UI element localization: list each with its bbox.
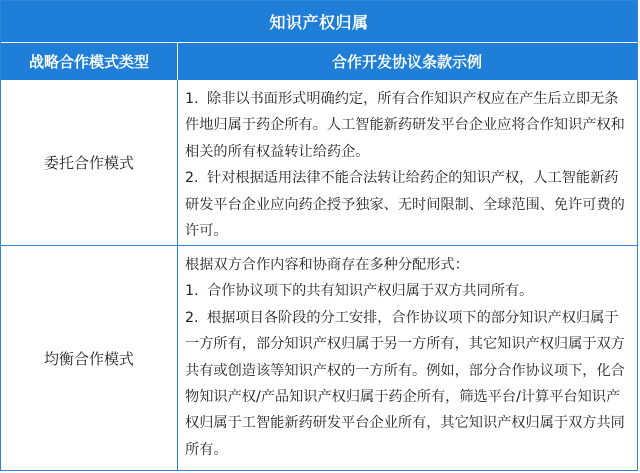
clause-list-item	[185, 86, 629, 165]
table-title: 知识产权归属	[1, 1, 637, 42]
clause-item-number: 1.	[185, 91, 199, 107]
clause-list-item	[185, 305, 629, 463]
header-clause-example: 合作开发协议条款示例	[331, 53, 482, 71]
clause-item-number: 2.	[185, 170, 199, 187]
row-type-label: 委托合作模式	[1, 80, 178, 245]
clause-item-text: 除非以书面形式明确约定，所有合作知识产权应在产生后立即无条件地归属于药企所有。人工智能新药研发平台企业应将合作知识产权和相关的所有权益转让给药企。	[185, 91, 625, 160]
clause-item-text: 针对根据适用法律不能合法转让给药企的知识产权，人工智能新药研发平台企业应向药企授予独家、无时间限制、全球范围、免许可费的许可。	[185, 170, 625, 240]
table-row	[1, 246, 637, 470]
clause-intro-text: 根据双方合作内容和协商存在多种分配形式：	[185, 257, 469, 273]
table-header-row	[1, 42, 637, 80]
clause-list-item	[185, 165, 629, 244]
clause-item-number: 1.	[185, 283, 199, 300]
table-row	[1, 80, 637, 246]
row-type-label: 均衡合作模式	[1, 246, 178, 470]
row-clause-content	[177, 246, 637, 470]
clause-list-item	[185, 278, 629, 304]
clause-item-text: 合作协议项下的共有知识产权归属于双方共同所有。	[207, 283, 534, 300]
clause-item-number: 2.	[185, 309, 199, 326]
row-clause-content	[177, 80, 637, 245]
header-cooperation-type: 战略合作模式类型	[1, 43, 178, 80]
clause-item-text: 根据项目各阶段的分工安排，合作协议项下的部分知识产权归属于一方所有，部分知识产权归属于另一方所有，其它知识产权归属于双方共有或创造该等知识产权的一方所有。例如，部分合作协议项下，化合物知识产权/产品知识产权归属于药企所有，筛选平台/计算平台知识产权归属于工智能新药研发平台企业所有，其它知识产权归属于双方共同所有。	[185, 309, 625, 458]
